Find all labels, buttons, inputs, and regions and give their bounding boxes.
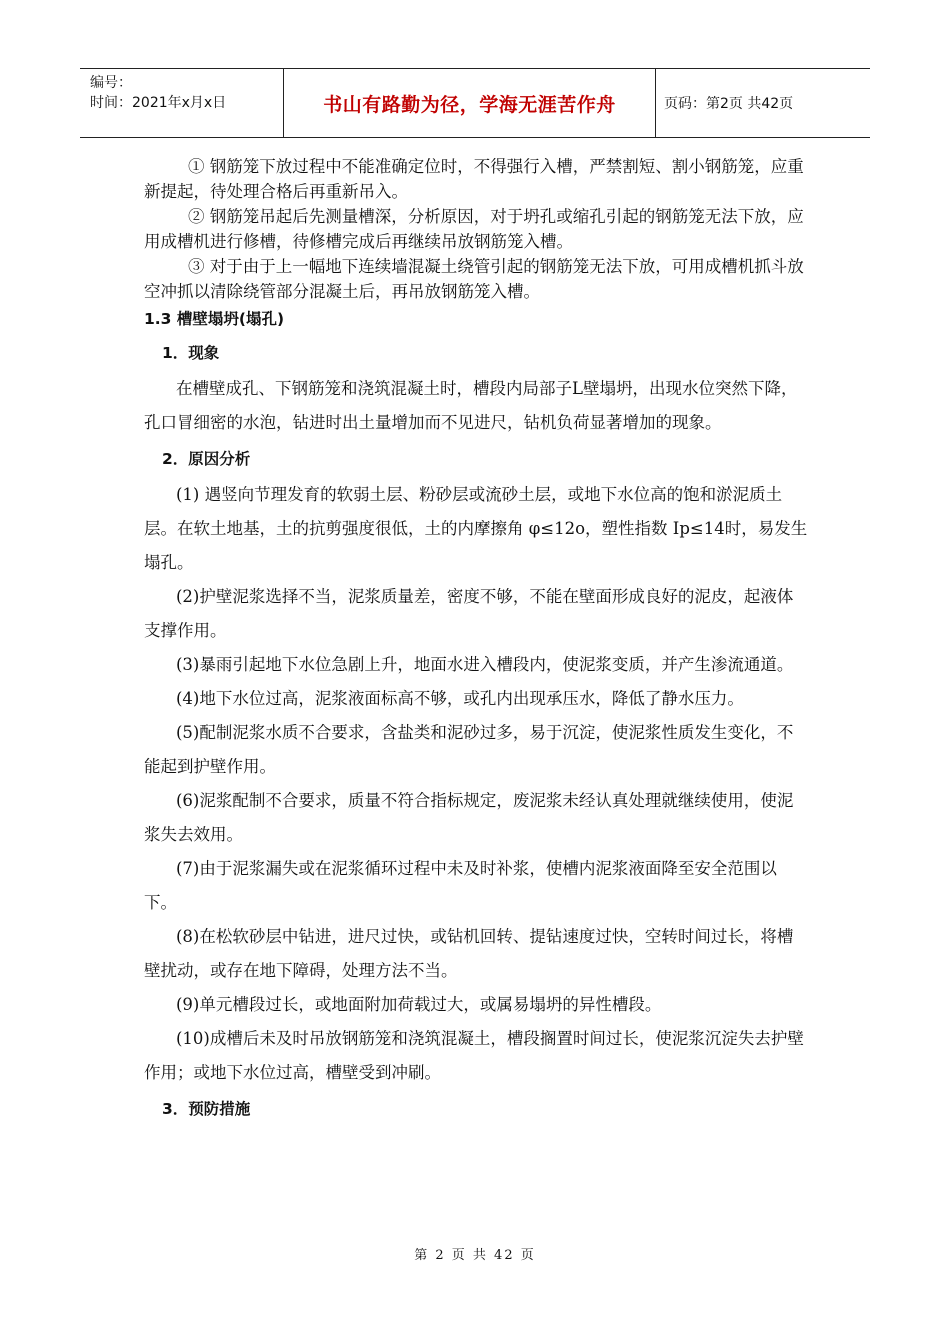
paragraph-item-3: ③ 对于由于上一幅地下连续墙混凝土绕管引起的钢筋笼无法下放，可用成槽机抓斗放空冲抓以清除绕管部分混凝土后，再吊放钢筋笼入槽。: [144, 257, 804, 301]
cause-item-3: (3)暴雨引起地下水位急剧上升，地面水进入槽段内，使泥浆变质，并产生渗流通道。: [176, 655, 794, 674]
header-meta: [80, 69, 284, 137]
subheading-phenomenon: 1．现象: [162, 344, 220, 362]
document-body: [144, 154, 808, 1128]
cause-item-2: (2)护壁泥浆选择不当，泥浆质量差，密度不够，不能在壁面形成良好的泥皮，起液体支撑作用。: [144, 587, 794, 640]
document-number-label: 编号：: [90, 75, 132, 91]
paragraph-phenomenon: 在槽壁成孔、下钢筋笼和浇筑混凝土时，槽段内局部子L壁塌坍，出现水位突然下降，孔口冒细密的水泡，钻进时出土量增加而不见进尺，钻机负荷显著增加的现象。: [144, 379, 798, 432]
cause-item-6: (6)泥浆配制不合要求，质量不符合指标规定，废泥浆未经认真处理就继续使用，使泥浆失去效用。: [144, 791, 794, 844]
header-motto-cell: [284, 69, 656, 137]
page-footer: 第 2 页 共 42 页: [414, 1248, 536, 1263]
cause-item-5: (5)配制泥浆水质不合要求，含盐类和泥砂过多，易于沉淀，使泥浆性质发生变化，不能起到护壁作用。: [144, 723, 794, 776]
subheading-prevention: 3．预防措施: [162, 1100, 251, 1118]
cause-item-8: (8)在松软砂层中钻进，进尺过快，或钻机回转、提钻速度过快，空转时间过长，将槽壁扰动，或存在地下障碍，处理方法不当。: [144, 927, 794, 980]
paragraph-item-2: ② 钢筋笼吊起后先测量槽深，分析原因，对于坍孔或缩孔引起的钢筋笼无法下放，应用成槽机进行修槽，待修槽完成后再继续吊放钢筋笼入槽。: [144, 207, 804, 251]
header-motto: 书山有路勤为径，学海无涯苦作舟: [323, 93, 616, 116]
paragraph-item-1: ① 钢筋笼下放过程中不能准确定位时，不得强行入槽，严禁割短、割小钢筋笼，应重新提起，待处理合格后再重新吊入。: [144, 157, 804, 201]
cause-item-9: (9)单元槽段过长，或地面附加荷载过大，或属易塌坍的异性槽段。: [176, 995, 662, 1014]
cause-item-1: (1) 遇竖向节理发育的软弱土层、粉砂层或流砂土层，或地下水位高的饱和淤泥质土层。在软土地基，土的抗剪强度很低，土的内摩擦角 φ≤12o，塑性指数 Ip≤14时，易发生塌孔。: [144, 485, 808, 572]
cause-item-7: (7)由于泥浆漏失或在泥浆循环过程中未及时补浆，使槽内泥浆液面降至安全范围以下。: [144, 859, 777, 912]
subheading-cause-analysis: 2．原因分析: [162, 450, 251, 468]
page-header: [80, 68, 870, 138]
document-date-label: 时间：2021年x月x日: [90, 95, 227, 111]
section-title: 1.3 槽壁塌坍(塌孔): [144, 310, 285, 328]
header-page-info: 页码：第2页 共42页: [664, 96, 794, 112]
cause-item-4: (4)地下水位过高，泥浆液面标高不够，或孔内出现承压水，降低了静水压力。: [176, 689, 744, 708]
cause-item-10: (10)成槽后未及时吊放钢筋笼和浇筑混凝土，槽段搁置时间过长，使泥浆沉淀失去护壁作用；或地下水位过高，槽壁受到冲刷。: [144, 1029, 804, 1082]
